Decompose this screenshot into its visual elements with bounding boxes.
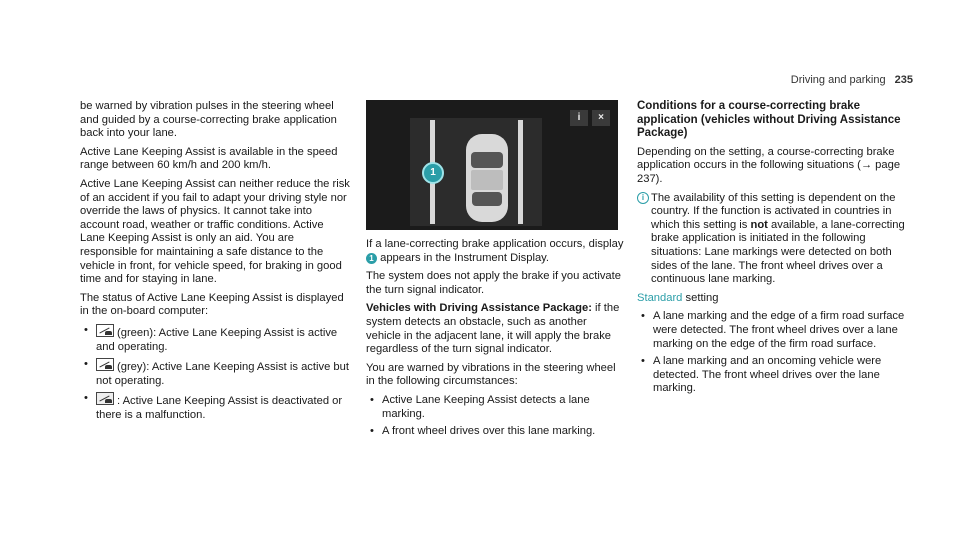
vehicle-icon bbox=[462, 130, 512, 226]
paragraph: Active Lane Keeping Assist can neither reduce the risk of an accident if you fail to adapt your driving style nor override the laws of physics. It cannot take into account road, weather or traffic conditions. Active Lane Keeping Assist is only an aid. You are responsible for maintaining a safe distance to the vehicle in front, for vehicle speed, for braking in good time and for staying in lane. bbox=[80, 177, 350, 286]
paragraph: Vehicles with Driving Assistance Package: if the system detects an obstacle, such as another vehicle in the adjacent lane, it will apply the brake regardless of the turn signal indicator. bbox=[366, 302, 620, 356]
lane-keeping-icon bbox=[96, 324, 114, 337]
instrument-display-figure bbox=[366, 100, 618, 230]
column-right bbox=[637, 100, 913, 400]
paragraph: be warned by vibration pulses in the steering wheel and guided by a course-correcting brake application back into your lane. bbox=[80, 100, 337, 140]
list-item: • (green): Active Lane Keeping Assist is active and operating. bbox=[84, 323, 338, 353]
callout-marker: 1 bbox=[422, 162, 444, 184]
lane-marking-right bbox=[518, 120, 523, 224]
standard-setting-label: Standard bbox=[637, 291, 683, 304]
paragraph: The system does not apply the brake if you activate the turn signal indicator. bbox=[366, 270, 621, 296]
paragraph: Active Lane Keeping Assist is available in the speed range between 60 km/h and 200 km/h. bbox=[80, 145, 338, 172]
info-icon: i bbox=[637, 192, 649, 204]
paragraph: If a lane-correcting brake application occurs, display 1 appears in the Instrument Display. bbox=[366, 238, 624, 264]
page-number: 235 bbox=[894, 74, 913, 86]
section-heading: Conditions for a course-correcting brake application (vehicles without Driving Assistance Package) bbox=[637, 100, 901, 140]
page-header bbox=[791, 74, 913, 86]
info-icon: i bbox=[570, 110, 588, 126]
figure-toolbar bbox=[570, 110, 610, 126]
info-note: i The availability of this setting is dependent on the country. If the function is activated in countries in which this setting is not available, a lane-correcting brake application is initiated in the following situations: Lane markings were detected on both sides of the lane. The front wheel drives over a continuous lane marking. bbox=[637, 192, 913, 287]
column-left bbox=[80, 100, 350, 426]
list-item: • : Active Lane Keeping Assist is deactivated or there is a malfunction. bbox=[84, 392, 343, 421]
section-title: Driving and parking bbox=[790, 74, 886, 86]
list-item: • A lane marking and an oncoming vehicle were detected. The front wheel drives over the lane marking. bbox=[641, 355, 882, 395]
column-middle bbox=[366, 100, 624, 443]
callout-badge: 1 bbox=[366, 253, 377, 264]
list-item: • Active Lane Keeping Assist detects a lane marking. bbox=[370, 393, 590, 420]
paragraph: You are warned by vibrations in the steering wheel in the following circumstances: bbox=[366, 361, 616, 388]
close-icon: × bbox=[592, 110, 610, 126]
list-item: • (grey): Active Lane Keeping Assist is active but not operating. bbox=[84, 358, 349, 387]
inline-heading: Vehicles with Driving Assistance Package: bbox=[366, 302, 592, 315]
lane-keeping-warning-icon bbox=[96, 392, 114, 405]
lane-keeping-icon bbox=[96, 358, 114, 371]
list-item: • A lane marking and the edge of a firm road surface were detected. The front wheel drives over a lane marking on the edge of the firm road surface. bbox=[641, 310, 905, 350]
list-item: • A front wheel drives over this lane marking. bbox=[370, 425, 596, 438]
paragraph: The status of Active Lane Keeping Assist is displayed in the on-board computer: bbox=[80, 291, 344, 318]
paragraph: Depending on the setting, a course-correcting brake application occurs in the following situations (→ page 237). bbox=[637, 145, 901, 185]
paragraph: Standard setting bbox=[637, 291, 719, 304]
